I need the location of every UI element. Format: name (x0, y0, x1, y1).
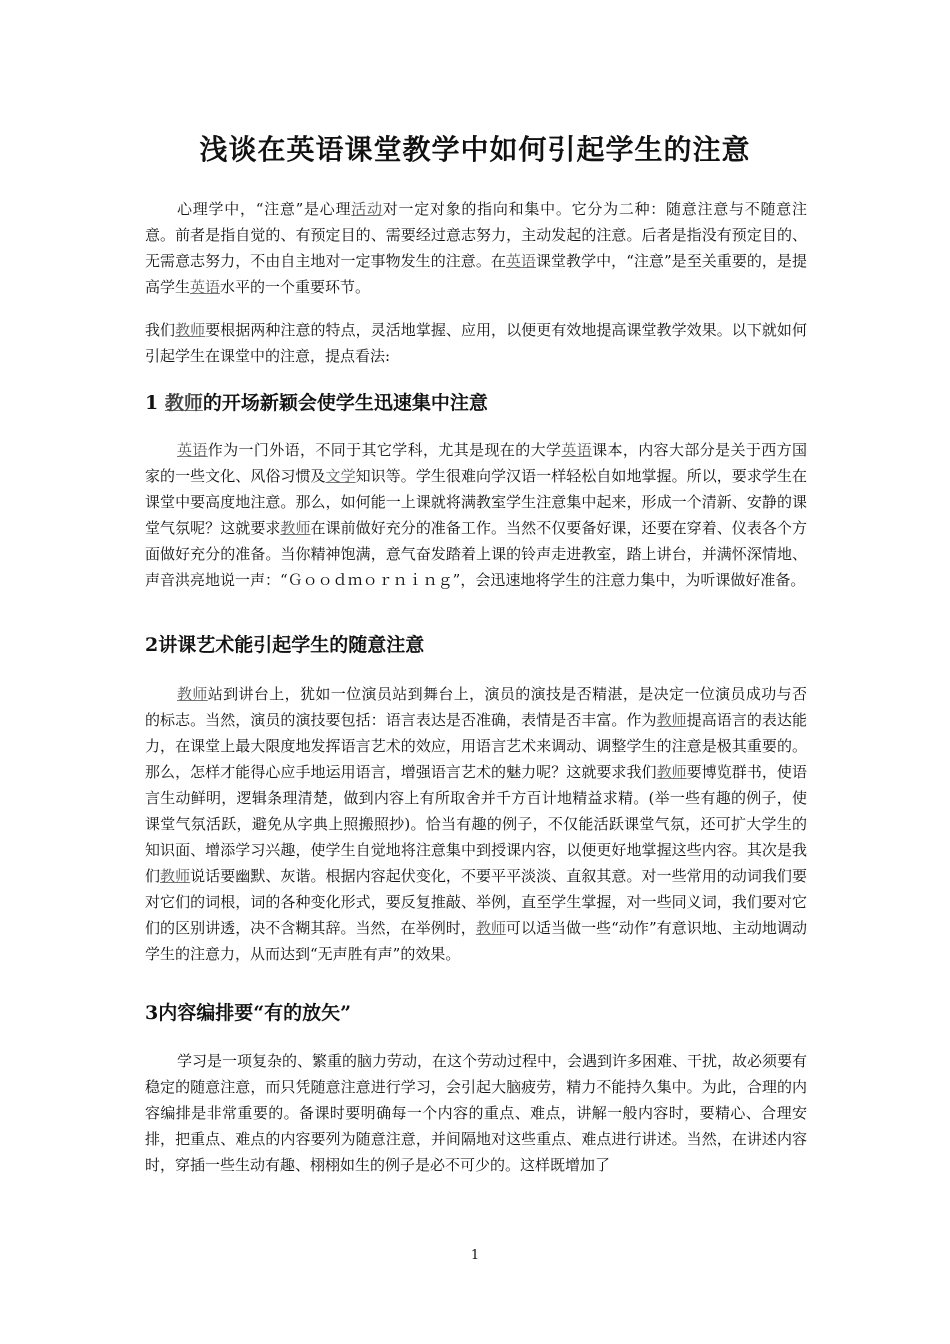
section-2-heading: 2讲课艺术能引起学生的随意注意 (145, 634, 425, 656)
text-run: 作为一门外语，不同于其它学科，尤其是现在的大学 (207, 441, 562, 459)
intro-paragraph-2 (145, 317, 807, 369)
text-run: 可以适当做一些“动作”有意识地、主动地调动学生的注意力，从而达到“无声胜有声”的效果。 (145, 919, 807, 963)
link-english[interactable]: 英语 (505, 252, 536, 270)
document-title: 浅谈在英语课堂教学中如何引起学生的注意 (199, 133, 751, 166)
text-run: 我们 (145, 321, 176, 339)
text-run: 水平的一个重要环节。 (220, 278, 371, 296)
text-run: 在课前做好充分的准备工作。当然不仅要备好课，还要在穿着、仪表各个方面做好充分的准备。当你精神饱满，意气奋发踏着上课的铃声走进教室，踏上讲台，并满怀深情地、声音洪亮地说一声：“Ｇｏｏｄｍｏｒｎｉｎｇ”，会迅速地将学生的注意力集中，为听课做好准备。 (145, 519, 807, 589)
link-english[interactable]: 英语 (190, 278, 221, 296)
link-teacher[interactable]: 教师 (175, 321, 206, 339)
link-teacher[interactable]: 教师 (475, 919, 506, 937)
text-run: 站到讲台上，犹如一位演员站到舞台上，演员的演技是否精湛，是决定一位演员成功与否的标志。当然，演员的演技要包括：语言表达是否准确，表情是否丰富。作为 (145, 685, 807, 729)
text-run: 对一定对象的指向和集中。它分为二种：随意注意与不随意注意。前者是指自觉的、有预定目的、需要经过意志努力，主动发起的注意。后者是指没有预定目的、无需意志努力，不由自主地对一定事物发生的注意。在 (145, 200, 807, 270)
link-teacher[interactable]: 教师 (160, 867, 191, 885)
section-3-heading: 3内容编排要“有的放矢” (145, 1002, 352, 1024)
text-run: 心理学中，“注意”是心理 (177, 200, 352, 218)
heading-text: 的开场新颖会使学生迅速集中注意 (202, 392, 488, 414)
text-run: 要根据两种注意的特点，灵活地掌握、应用，以便更有效地提高课堂教学效果。以下就如何引起学生在课堂中的注意，提点看法: (145, 321, 807, 365)
section-1-paragraph (145, 437, 807, 593)
text-run: 知识等。学生很难向学汉语一样轻松自如地掌握。所以，要求学生在课堂中要高度地注意。那么，如何能一上课就将满教室学生注意集中起来，形成一个清新、安静的课堂气氛呢？这就要求 (145, 467, 807, 537)
page-number: 1 (470, 1248, 480, 1263)
link-teacher[interactable]: 教师 (280, 519, 311, 537)
text-run: 课本，内容大部分是关于西方国家的一些文化、风俗习惯及 (145, 441, 807, 485)
section-2-paragraph (145, 681, 807, 967)
link-teacher[interactable]: 教师 (656, 711, 687, 729)
heading-number: 1 (145, 392, 165, 414)
link-teacher[interactable]: 教师 (164, 392, 203, 414)
text-run: 说话要幽默、灰谐。根据内容起伏变化，不要平平淡淡、直叙其意。对一些常用的动词我们要对它们的词根，词的各种变化形式，要反复推敲、举例，直至学生掌握，对一些同义词，我们要对它们的区别讲透，决不含糊其辞。当然，在举例时， (145, 867, 807, 937)
section-1-heading (145, 389, 807, 417)
text-run: 要博览群书，使语言生动鲜明，逻辑条理清楚，做到内容上有所取舍并千方百计地精益求精。(举一些有趣的例子，使课堂气氛活跃，避免从字典上照搬照抄)。恰当有趣的例子，不仅能活跃课堂气氛，还可扩大学生的知识面、增添学习兴趣，使学生自觉地将注意集中到授课内容，以便更好地掌握这些内容。其次是我们 (145, 763, 807, 885)
link-teacher[interactable]: 教师 (177, 685, 208, 703)
intro-paragraph-1 (145, 196, 807, 300)
link-english[interactable]: 英语 (561, 441, 593, 459)
link-teacher[interactable]: 教师 (656, 763, 687, 781)
link-literature[interactable]: 文学 (325, 467, 356, 485)
link-english[interactable]: 英语 (177, 441, 208, 459)
text-run: 课堂教学中，“注意”是至关重要的，是提高学生 (145, 252, 807, 296)
link-activity[interactable]: 活动 (351, 200, 383, 218)
section-3-paragraph: 学习是一项复杂的、繁重的脑力劳动，在这个劳动过程中，会遇到许多困难、干扰，故必须要有稳定的随意注意，而只凭随意注意进行学习，会引起大脑疲劳，精力不能持久集中。为此，合理的内容编排是非常重要的。备课时要明确每一个内容的重点、难点，讲解一般内容时，要精心、合理安排，把重点、难点的内容要列为随意注意，并间隔地对这些重点、难点进行讲述。当然，在讲述内容时，穿插一些生动有趣、栩栩如生的例子是必不可少的。这样既增加了 (145, 1052, 808, 1174)
text-run: 提高语言的表达能力，在课堂上最大限度地发挥语言艺术的效应，用语言艺术来调动、调整学生的注意是极其重要的。那么，怎样才能得心应手地运用语言，增强语言艺术的魅力呢？这就要求我们 (145, 711, 807, 781)
